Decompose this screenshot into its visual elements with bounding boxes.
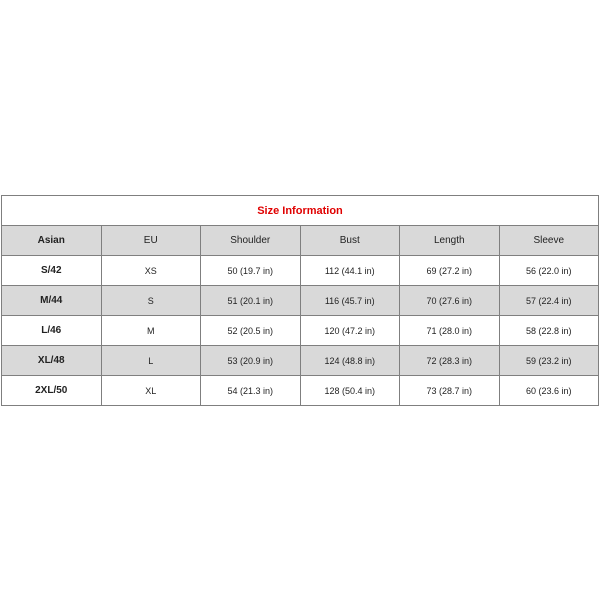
table-row bbox=[2, 376, 599, 406]
cell-eu-size: XL bbox=[101, 376, 201, 406]
cell-length: 70 (27.6 in) bbox=[400, 286, 500, 316]
cell-bust: 116 (45.7 in) bbox=[300, 286, 400, 316]
cell-asian-size: XL/48 bbox=[2, 346, 102, 376]
header-asian: Asian bbox=[2, 226, 102, 256]
cell-shoulder: 50 (19.7 in) bbox=[201, 256, 301, 286]
cell-shoulder: 52 (20.5 in) bbox=[201, 316, 301, 346]
cell-length: 73 (28.7 in) bbox=[400, 376, 500, 406]
cell-length: 71 (28.0 in) bbox=[400, 316, 500, 346]
header-row bbox=[2, 226, 599, 256]
header-length: Length bbox=[400, 226, 500, 256]
cell-length: 69 (27.2 in) bbox=[400, 256, 500, 286]
table-row bbox=[2, 256, 599, 286]
table-title: Size Information bbox=[2, 196, 599, 226]
cell-asian-size: L/46 bbox=[2, 316, 102, 346]
table-row bbox=[2, 346, 599, 376]
cell-eu-size: XS bbox=[101, 256, 201, 286]
cell-eu-size: S bbox=[101, 286, 201, 316]
cell-length: 72 (28.3 in) bbox=[400, 346, 500, 376]
header-shoulder: Shoulder bbox=[201, 226, 301, 256]
cell-shoulder: 51 (20.1 in) bbox=[201, 286, 301, 316]
cell-bust: 120 (47.2 in) bbox=[300, 316, 400, 346]
cell-sleeve: 56 (22.0 in) bbox=[499, 256, 599, 286]
cell-sleeve: 57 (22.4 in) bbox=[499, 286, 599, 316]
cell-bust: 112 (44.1 in) bbox=[300, 256, 400, 286]
size-information-table bbox=[1, 195, 599, 406]
cell-bust: 128 (50.4 in) bbox=[300, 376, 400, 406]
header-sleeve: Sleeve bbox=[499, 226, 599, 256]
cell-asian-size: 2XL/50 bbox=[2, 376, 102, 406]
cell-asian-size: M/44 bbox=[2, 286, 102, 316]
cell-bust: 124 (48.8 in) bbox=[300, 346, 400, 376]
header-bust: Bust bbox=[300, 226, 400, 256]
cell-eu-size: L bbox=[101, 346, 201, 376]
cell-eu-size: M bbox=[101, 316, 201, 346]
table-row bbox=[2, 286, 599, 316]
cell-shoulder: 53 (20.9 in) bbox=[201, 346, 301, 376]
cell-sleeve: 59 (23.2 in) bbox=[499, 346, 599, 376]
title-row bbox=[2, 196, 599, 226]
table-row bbox=[2, 316, 599, 346]
cell-shoulder: 54 (21.3 in) bbox=[201, 376, 301, 406]
cell-sleeve: 60 (23.6 in) bbox=[499, 376, 599, 406]
cell-asian-size: S/42 bbox=[2, 256, 102, 286]
header-eu: EU bbox=[101, 226, 201, 256]
cell-sleeve: 58 (22.8 in) bbox=[499, 316, 599, 346]
